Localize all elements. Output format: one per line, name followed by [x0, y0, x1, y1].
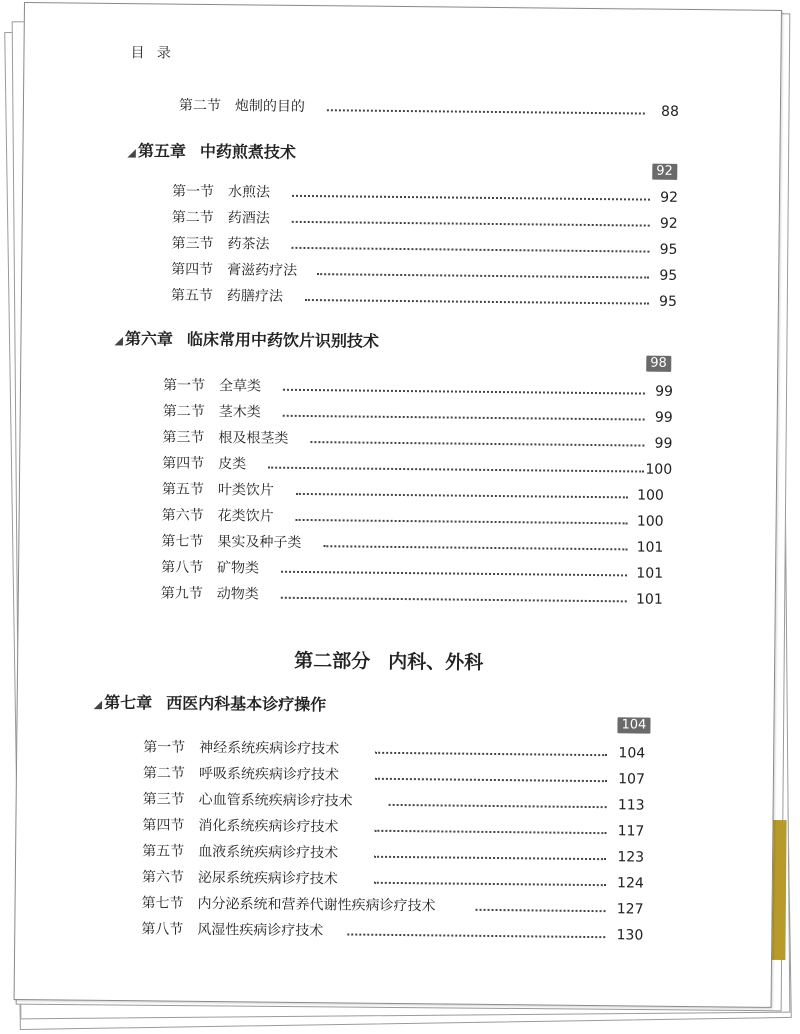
toc-entry[interactable]	[172, 181, 678, 208]
section-title: 药膳疗法	[226, 288, 284, 305]
section-number: 第二节	[142, 765, 186, 782]
chapter-number: 第五章	[137, 141, 187, 161]
page-number: 92	[660, 189, 679, 206]
triangle-marker-icon: ◢	[127, 146, 136, 160]
section-number: 第四节	[142, 817, 185, 834]
page-number: 99	[655, 383, 674, 400]
page-number: 100	[645, 461, 673, 478]
leader-dots	[283, 389, 645, 395]
leader-dots	[296, 493, 628, 498]
chapter-heading[interactable]	[94, 690, 327, 715]
section-number: 第六节	[141, 869, 184, 886]
toc-entry[interactable]	[171, 259, 677, 286]
page-number: 100	[637, 487, 664, 504]
chapter-heading[interactable]	[127, 138, 296, 163]
section-title: 呼吸系统疾病诊疗技术	[198, 765, 340, 784]
leader-dots	[375, 778, 607, 782]
section-title: 皮类	[218, 456, 247, 473]
section-number: 第七节	[141, 895, 184, 912]
toc-entry[interactable]	[161, 556, 663, 583]
page-number: 107	[618, 771, 645, 788]
chapter-title: 临床常用中药饮片识别技术	[186, 329, 380, 351]
chapter-title: 中药煎煮技术	[199, 141, 297, 162]
chapter-page-badge: 92	[652, 164, 677, 180]
section-title: 血液系统疾病诊疗技术	[198, 843, 339, 862]
leader-dots	[292, 195, 650, 201]
leader-dots	[281, 571, 627, 577]
leader-dots	[291, 247, 649, 253]
part-heading[interactable]	[294, 646, 483, 675]
leader-dots	[296, 519, 628, 524]
page-number: 99	[654, 409, 673, 426]
part-number: 第二部分	[294, 649, 371, 673]
section-number: 第三节	[171, 235, 214, 253]
section-title: 风湿性疾病诊疗技术	[197, 921, 324, 940]
leader-dots	[323, 545, 627, 550]
page-number: 130	[616, 927, 644, 944]
toc-entry[interactable]	[162, 427, 672, 454]
section-title: 消化系统疾病诊疗技术	[198, 817, 339, 836]
leader-dots	[374, 856, 606, 860]
page-number: 101	[636, 565, 664, 582]
section-title: 神经系统疾病诊疗技术	[199, 739, 340, 758]
section-title: 心血管系统疾病诊疗技术	[198, 791, 353, 810]
toc-entry[interactable]	[143, 736, 645, 763]
section-number: 第八节	[161, 559, 204, 576]
leader-dots	[305, 299, 649, 305]
page-number: 123	[617, 849, 645, 866]
leader-dots	[374, 882, 606, 886]
toc-entry[interactable]	[141, 918, 643, 945]
leader-dots	[327, 109, 645, 114]
toc-entry[interactable]	[141, 892, 643, 919]
leader-dots	[476, 909, 606, 912]
section-title: 花类饮片	[217, 508, 274, 525]
leader-dots	[281, 597, 627, 603]
page-number: 95	[659, 293, 678, 310]
leader-dots	[292, 221, 650, 227]
leader-dots	[347, 933, 605, 938]
section-number: 第八节	[141, 921, 184, 938]
triangle-marker-icon: ◢	[114, 333, 124, 348]
section-number: 第四节	[171, 261, 214, 279]
section-title: 茎木类	[218, 404, 261, 421]
chapter-number: 第七章	[104, 692, 153, 713]
page-number: 101	[635, 591, 663, 608]
page-number: 92	[659, 215, 678, 232]
section-title: 泌尿系统疾病诊疗技术	[197, 869, 338, 888]
part-title: 内科、外科	[388, 650, 484, 674]
leader-dots	[268, 467, 644, 473]
section-title: 矿物类	[217, 560, 260, 577]
page-number: 88	[660, 103, 679, 120]
page-number: 104	[618, 745, 646, 762]
toc-entry[interactable]	[162, 479, 664, 506]
section-title: 果实及种子类	[217, 534, 302, 551]
triangle-marker-icon: ◢	[93, 697, 103, 711]
section-title: 叶类饮片	[217, 482, 275, 499]
leader-dots	[317, 273, 649, 278]
section-number: 第五节	[161, 481, 205, 498]
leader-dots	[375, 752, 607, 756]
section-title: 药酒法	[227, 210, 270, 227]
section-title: 内分泌系统和营养代谢性疾病诊疗技术	[197, 895, 436, 915]
chapter-number: 第六章	[124, 329, 174, 349]
section-number: 第二节	[162, 403, 205, 420]
section-number: 第九节	[160, 585, 203, 602]
page-number: 117	[617, 823, 645, 840]
section-title: 水煎法	[227, 184, 271, 201]
section-title: 炮制的目的	[234, 98, 306, 115]
toc-entry[interactable]	[142, 866, 644, 893]
page-number: 127	[616, 901, 644, 918]
book-edge-gold	[771, 820, 786, 960]
page-number: 124	[617, 875, 644, 892]
section-number: 第六节	[161, 507, 204, 524]
chapter-page-badge: 104	[617, 717, 650, 733]
section-number: 第一节	[143, 739, 186, 756]
toc-entry[interactable]	[142, 814, 644, 841]
toc-entry[interactable]	[142, 840, 644, 867]
section-number: 第七节	[161, 533, 204, 550]
toc-entry[interactable]	[163, 401, 673, 428]
section-title: 药茶法	[227, 236, 270, 253]
toc-entry[interactable]	[162, 453, 672, 480]
toc-entry[interactable]	[171, 285, 677, 312]
section-title: 全草类	[218, 378, 262, 395]
leader-dots	[374, 830, 606, 834]
section-number: 第二节	[178, 97, 222, 115]
page-number: 99	[654, 435, 673, 452]
section-number: 第三节	[162, 429, 205, 446]
chapter-title: 西医内科基本诊疗操作	[166, 693, 327, 715]
section-number: 第五节	[142, 843, 185, 860]
page-number: 101	[636, 539, 664, 556]
toc-entry[interactable]	[143, 762, 645, 789]
toc-entry[interactable]	[162, 505, 664, 532]
toc-entry[interactable]	[171, 233, 677, 260]
leader-dots	[283, 415, 645, 421]
section-number: 第三节	[142, 791, 185, 808]
section-number: 第一节	[162, 377, 206, 394]
section-title: 动物类	[216, 586, 259, 603]
page-number: 100	[636, 513, 664, 530]
page-number: 95	[659, 267, 678, 284]
toc-entry[interactable]	[179, 95, 679, 122]
section-title: 膏滋药疗法	[227, 262, 298, 279]
toc-entry[interactable]	[172, 207, 678, 234]
leader-dots	[389, 804, 607, 808]
page-number: 95	[659, 241, 678, 258]
section-number: 第四节	[162, 455, 205, 472]
toc-entry[interactable]	[163, 375, 673, 402]
page-header: 目 录	[130, 45, 176, 62]
chapter-page-badge: 98	[646, 356, 671, 372]
page-number: 113	[617, 797, 645, 814]
toc-entry[interactable]	[161, 530, 663, 557]
toc-page	[14, 2, 782, 1008]
leader-dots	[310, 441, 644, 446]
section-number: 第一节	[171, 183, 215, 201]
section-number: 第二节	[171, 209, 214, 227]
section-title: 根及根茎类	[218, 430, 289, 447]
section-number: 第五节	[170, 287, 214, 305]
chapter-heading[interactable]	[114, 326, 379, 352]
toc-entry[interactable]	[161, 582, 663, 609]
toc-entry[interactable]	[143, 788, 645, 815]
